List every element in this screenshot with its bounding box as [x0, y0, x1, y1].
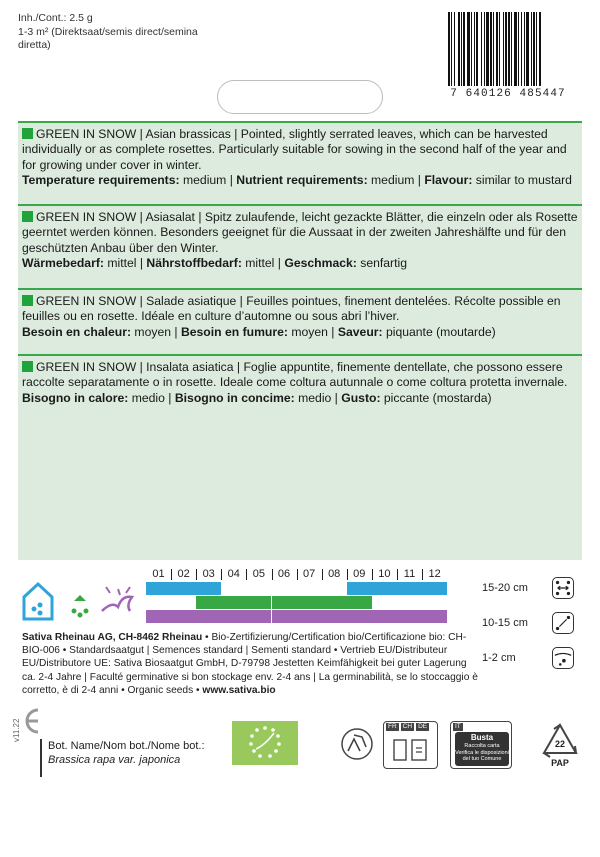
- req-label: Besoin en fumure:: [180, 324, 288, 339]
- month-separator: [347, 569, 348, 580]
- sorting-info-box: [383, 721, 438, 769]
- greenhouse-icon: [24, 584, 52, 619]
- row-spacing-icon: [552, 577, 574, 599]
- req-value: moyen |: [287, 324, 338, 339]
- calendar-cell: [221, 610, 246, 623]
- barcode-bar: [539, 12, 541, 86]
- req-value: medio |: [128, 390, 175, 405]
- busta-title: Busta: [470, 733, 494, 742]
- country-code: DE: [418, 723, 428, 730]
- barcode-bar: [467, 12, 470, 86]
- version-code: v11.22: [12, 718, 21, 742]
- req-label: Temperature requirements:: [22, 172, 180, 187]
- month-label: 04: [227, 568, 240, 580]
- pap-recycling-icon: [540, 721, 580, 771]
- country-code: CH: [402, 723, 413, 730]
- calendar-cell: [221, 596, 246, 609]
- barcode-bar: [481, 12, 482, 86]
- hang-hole: [217, 80, 383, 114]
- country-code: FR: [388, 723, 397, 730]
- calendar-cell: [372, 596, 397, 609]
- barcode-bar: [458, 12, 460, 86]
- barcode-bar: [514, 12, 517, 86]
- month-label: 01: [152, 568, 165, 580]
- contents-line-3: diretta): [18, 39, 51, 51]
- calendar-cell: [146, 596, 171, 609]
- req-label: Wärmebedarf:: [22, 255, 104, 270]
- paper-bin-icon: [392, 736, 430, 764]
- req-value: mittel |: [241, 255, 285, 270]
- section-english: [18, 123, 582, 188]
- req-label: Flavour:: [424, 172, 473, 187]
- botanical-divider: [40, 739, 42, 777]
- calendar-row-sow-outdoor: [146, 596, 448, 609]
- calendar-cell: [322, 582, 347, 595]
- calendar-cell: [196, 596, 221, 609]
- section-french: [18, 290, 582, 340]
- contents-line-2: 1-3 m² (Direktsaat/semis direct/semina: [18, 25, 198, 38]
- calendar-cell: [322, 596, 347, 609]
- req-value: medium |: [179, 172, 237, 187]
- green-square-icon: [22, 361, 33, 372]
- req-label: Geschmack:: [284, 255, 357, 270]
- barcode-bar: [536, 12, 537, 86]
- barcode-bar: [454, 12, 455, 86]
- barcode-bar: [511, 12, 512, 86]
- month-label: 11: [403, 568, 416, 580]
- calendar-cell: [221, 582, 246, 595]
- section-intro: GREEN IN SNOW | Insalata asiatica | Foglie appuntite, finemente dentellate, che possono essere raccolte separatamente o in rosette. Ideale come coltura autunnale o come coltura protetta invernale.: [22, 360, 568, 390]
- busta-sub: Raccolta carta: [464, 743, 500, 749]
- row-spacing-label: 15-20 cm: [482, 582, 528, 594]
- section-intro: GREEN IN SNOW | Asiasalat | Spitz zulaufende, leicht gezackte Blätter, die einzeln oder als Rosette geerntet werden können. Besonders geeignet für die Aussaat in der zweiten Jahreshälfte und für den geschützten Anbau über den Winter.: [22, 210, 578, 255]
- barcode-number: 7 640126 485447: [428, 88, 588, 100]
- barcode-bar: [496, 12, 498, 86]
- calendar-cell: [171, 610, 196, 623]
- month-label: 03: [202, 568, 215, 580]
- recycling-person-icon: [340, 727, 374, 761]
- italy-disposal-box: [450, 721, 512, 769]
- month-label: 10: [378, 568, 391, 580]
- barcode-bar: [461, 12, 462, 86]
- green-square-icon: [22, 128, 33, 139]
- month-label: 08: [328, 568, 341, 580]
- month-separator: [272, 569, 273, 580]
- company-text: • Bio-Zertifizierung/Certification bio/Certificazione bio: CH-BIO-006 • Standardsaatgut | Semences standard | Sementi standard • Vertrieb EU/Distributeur EU/Distributore UE: Sativa Biosaatgut GmbH, D-79798 Jestetten Keimfähigkeit bei guter Lagerung ca. 2-4 Jahre | Faculté germinative si bon stockage env. 2-4 ans | La germinabilità, se lo stoccaggio è corretto, è di 2-4 anni • Organic seeds •: [22, 632, 478, 696]
- month-label: 06: [277, 568, 291, 580]
- section-intro: GREEN IN SNOW | Salade asiatique | Feuilles pointues, finement dentelées. Récolte possible en feuilles ou en rosette. Idéale en culture d’automne ou sous abri l’hiver.: [22, 294, 561, 324]
- calendar-cell: [246, 596, 271, 609]
- month-label: 12: [428, 568, 441, 580]
- ce-mark-icon: [20, 706, 48, 736]
- month-separator: [221, 569, 222, 580]
- busta-sub: del tuo Comune: [462, 756, 502, 762]
- month-separator: [422, 569, 423, 580]
- req-value: piquante (moutarde): [382, 324, 496, 339]
- eu-organic-logo-icon: [232, 721, 298, 765]
- country-codes: [386, 723, 429, 731]
- plant-spacing-icon: [552, 612, 574, 634]
- calendar-cell: [372, 610, 397, 623]
- barcode-bar: [533, 12, 535, 86]
- plant-spacing: [482, 612, 582, 636]
- row-spacing: [482, 577, 582, 601]
- calendar-cell: [272, 610, 297, 623]
- calendar-cell: [347, 610, 372, 623]
- req-label: Besoin en chaleur:: [22, 324, 132, 339]
- calendar-cell: [422, 582, 447, 595]
- outdoor-sowing-icon: [72, 595, 89, 618]
- calendar-cell: [397, 596, 422, 609]
- package-contents: [18, 12, 218, 53]
- calendar-row-sow-under-cover: [146, 582, 448, 595]
- month-separator: [171, 569, 172, 580]
- barcode-bar: [448, 12, 450, 86]
- req-value: medium |: [367, 172, 425, 187]
- req-value: medio |: [294, 390, 342, 405]
- month-separator: [322, 569, 323, 580]
- calendar-cell: [146, 610, 171, 623]
- barcode-bar: [486, 12, 489, 86]
- busta-label-box: [455, 732, 509, 766]
- month-separator: [297, 569, 298, 580]
- req-label: Gusto:: [341, 390, 381, 405]
- calendar-cell: [196, 582, 221, 595]
- month-separator: [397, 569, 398, 580]
- req-label: Nutrient requirements:: [236, 172, 368, 187]
- calendar-cell: [422, 596, 447, 609]
- calendar-row-harvest: [146, 610, 448, 623]
- pap-label: PAP: [551, 758, 569, 768]
- barcode-bar: [463, 12, 465, 86]
- calendar-legend-icons: [22, 581, 142, 621]
- req-label: Saveur:: [337, 324, 383, 339]
- company-info: [22, 631, 478, 697]
- req-value: mittel |: [103, 255, 147, 270]
- calendar-cell: [171, 596, 196, 609]
- calendar-cell: [397, 582, 422, 595]
- barcode-bar: [499, 12, 500, 86]
- barcode-bar: [451, 12, 452, 86]
- calendar-cell: [322, 610, 347, 623]
- req-label: Bisogno in concime:: [174, 390, 295, 405]
- month-label: 05: [252, 568, 266, 580]
- calendar-cell: [196, 610, 221, 623]
- req-value: piccante (mostarda): [380, 390, 492, 405]
- calendar-cell: [246, 610, 271, 623]
- calendar-cell: [272, 596, 297, 609]
- month-label: 02: [177, 568, 190, 580]
- botanical-name: Brassica rapa var. japonica: [48, 754, 181, 766]
- barcode-bar: [471, 12, 472, 86]
- it-code: IT: [455, 723, 461, 730]
- calendar-cell: [372, 582, 397, 595]
- calendar-cell: [171, 582, 196, 595]
- green-square-icon: [22, 211, 33, 222]
- barcode-bar: [503, 12, 504, 86]
- busta-sub: Verifica le disposizioni: [455, 749, 509, 756]
- calendar-cell: [397, 610, 422, 623]
- calendar-cell: [146, 582, 171, 595]
- barcode-bar: [518, 12, 519, 86]
- barcode-bar: [476, 12, 478, 86]
- req-value: senfartig: [356, 255, 407, 270]
- sowing-depth-icon: [552, 647, 574, 669]
- company-name: Sativa Rheinau AG, CH-8462 Rheinau: [22, 632, 203, 643]
- section-intro: GREEN IN SNOW | Asian brassicas | Pointed, slightly serrated leaves, which can be harvested individually or as complete rosettes. Particularly suitable for sowing in the second half of the year and for growing under cover in winter.: [22, 127, 567, 172]
- barcode-bar: [531, 12, 532, 86]
- month-label: 07: [302, 568, 316, 580]
- barcode-bar: [524, 12, 525, 86]
- month-separator: [196, 569, 197, 580]
- barcode-bar: [484, 12, 485, 86]
- barcode-bar: [474, 12, 475, 86]
- section-german: [18, 206, 582, 271]
- calendar-cell: [347, 582, 372, 595]
- recycling-marks: [340, 721, 580, 771]
- req-value: similar to mustard: [472, 172, 572, 187]
- month-separator: [246, 569, 247, 580]
- website-link[interactable]: www.sativa.bio: [202, 684, 276, 696]
- barcode-bar: [505, 12, 507, 86]
- sowing-depth-label: 1-2 cm: [482, 652, 516, 664]
- calendar-cell: [347, 596, 372, 609]
- plant-spacing-label: 10-15 cm: [482, 617, 528, 629]
- section-italian: [18, 356, 582, 406]
- botanical-label: Bot. Name/Nom bot./Nome bot.:: [48, 740, 205, 752]
- req-label: Nährstoffbedarf:: [146, 255, 242, 270]
- req-label: Bisogno in calore:: [22, 390, 129, 405]
- calendar-cell: [297, 596, 322, 609]
- month-label: 09: [353, 568, 366, 580]
- calendar-cell: [297, 610, 322, 623]
- barcode-bar: [508, 12, 510, 86]
- harvest-icon: [102, 587, 132, 611]
- calendar-cell: [297, 582, 322, 595]
- barcode-bar: [526, 12, 529, 86]
- calendar-cell: [272, 582, 297, 595]
- calendar-months: [146, 568, 448, 580]
- barcode-bar: [490, 12, 492, 86]
- barcode-bar: [493, 12, 494, 86]
- botanical-name-box: [48, 739, 228, 767]
- sowing-depth: [482, 647, 582, 671]
- req-value: moyen |: [131, 324, 181, 339]
- contents-line-1: Inh./Cont.: 2.5 g: [18, 12, 93, 24]
- calendar-cell: [246, 582, 271, 595]
- pap-number: 22: [554, 739, 566, 749]
- calendar-cell: [422, 610, 447, 623]
- barcode-bar: [521, 12, 522, 86]
- month-separator: [372, 569, 373, 580]
- green-square-icon: [22, 295, 33, 306]
